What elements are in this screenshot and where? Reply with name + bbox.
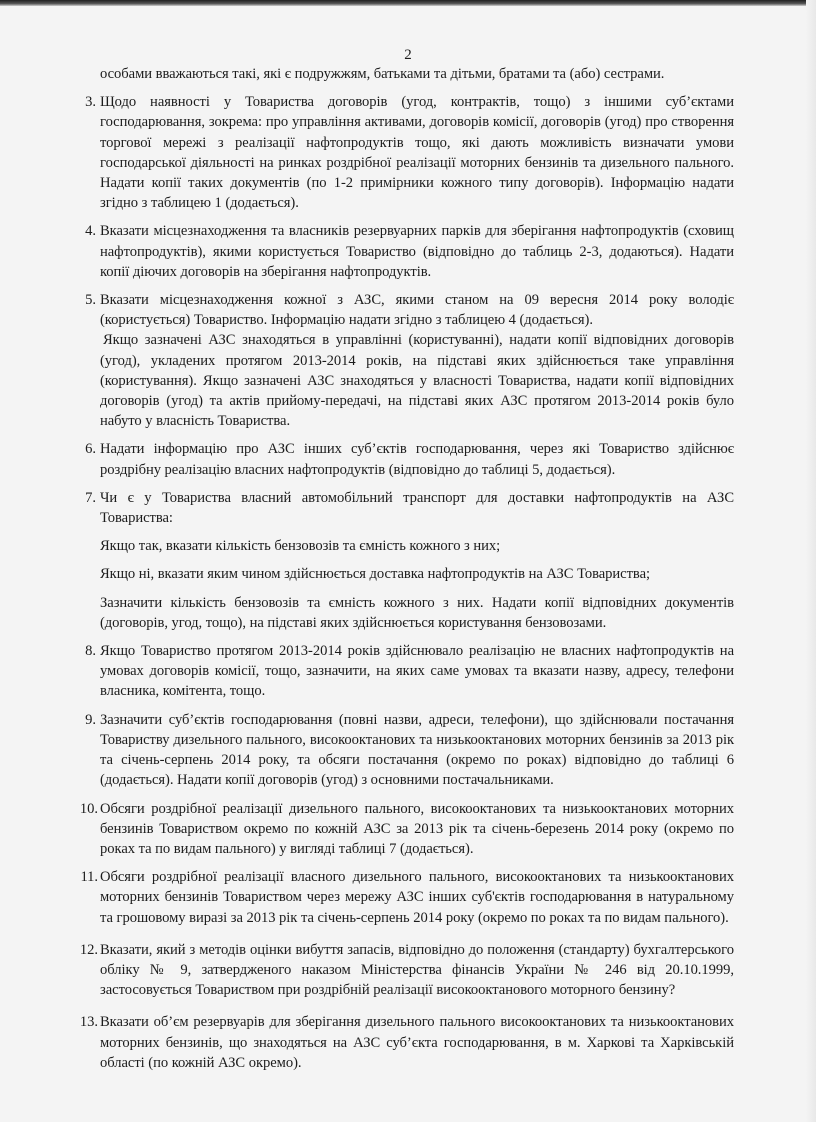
item-number: 7.: [85, 489, 96, 506]
lead-paragraph: особами вважаються такі, які є подружжям, батьками та дітьми, братами та (або) сестрами.: [100, 66, 665, 82]
list-item: [50, 710, 734, 791]
item-text: Вказати, який з методів оцінки вибуття запасів, відповідно до положення (стандарту) бухгалтерського обліку № 9, затвердженого наказом Міністерства фінансів України № 246 від 20.10.1999, застосовується Товариством при роздрібній реалізації високооктанового моторного бензину?: [100, 941, 734, 999]
item-number: 5.: [85, 292, 96, 309]
item-number: 12.: [79, 941, 98, 958]
item-text: Вказати об’єм резервуарів для зберігання дизельного пального високооктанових та низькооктанових моторних бензинів, що знаходяться на АЗС суб’єкта господарювання, в м. Харкові та Харківській області (по кожній АЗС окремо).: [100, 1014, 734, 1071]
item-text: Зазначити суб’єктів господарювання (повні назви, адреси, телефони), що здійснювали постачання Товариству дизельного пального, високооктанових та низькооктанових моторних бензинів за 2013 рік та січень-серпень 2014 року, та обсяги постачання (окремо по роках) відповідно до таблиці 6 (додається). Надати копії договорів (угод) з основними постачальниками.: [100, 711, 734, 789]
list-item: [50, 488, 734, 633]
list-item: [50, 290, 734, 431]
item-text: Надати інформацію про АЗС інших суб’єктів господарювання, через які Товариство здійснює роздрібну реалізацію власних нафтопродуктів (відповідно до таблиці 5, додається).: [100, 441, 734, 478]
item-text: Вказати місцезнаходження та власників резервуарних парків для зберігання нафтопродуктів (сховищ нафтопродуктів), якими користується Товариство (відповідно до таблиць 2-3, додаються). Надати копії діючих договорів на зберігання нафтопродуктів.: [100, 223, 734, 280]
list-item: [50, 641, 734, 702]
item-number: 6.: [85, 441, 96, 458]
item-number: 4.: [85, 223, 96, 240]
item-number: 3.: [85, 94, 96, 111]
item-subparagraph: Якщо так, вказати кількість бензовозів та ємність кожного з них;: [100, 538, 501, 555]
item-subparagraph: Якщо зазначені АЗС знаходяться в управлінні (користуванні), надати копії відповідних договорів (угод), укладених протягом 2013-2014 років, на підставі яких здійснюється таке управління (користування). Якщо зазначені АЗС знаходяться у власності Товариства, надати копії відповідних договорів (угод) та актів прийому-передачі, на підставі яких АЗС протягом 2013-2014 років було набуто у власність Товариства.: [100, 332, 734, 430]
list-item: [50, 221, 734, 282]
list-item: [50, 799, 734, 860]
list-item: [50, 867, 734, 928]
item-number: 10.: [79, 800, 98, 817]
item-text: Обсяги роздрібної реалізації власного дизельного пального, високооктанових та низькооктанових моторних бензинів Товариством через мережу АЗС інших суб'єктів господарювання в натуральному та грошовому виразі за 2013 рік та січень-серпень 2014 року (окремо по роках та по видам пального).: [100, 869, 734, 926]
item-number: 11.: [80, 869, 98, 886]
item-number: 13.: [79, 1014, 98, 1031]
item-subparagraph: Якщо ні, вказати яким чином здійснюється доставка нафтопродуктів на АЗС Товариства;: [100, 566, 650, 583]
numbered-list: [50, 92, 734, 1073]
item-text: Якщо Товариство протягом 2013-2014 років здійснювало реалізацію не власних нафтопродуктів на умовах договорів комісії, тощо, зазначити, на яких саме умовах та вказати назву, адресу, телефони власника, комітента, тощо.: [100, 643, 734, 700]
list-item: [50, 940, 734, 1001]
item-text: Вказати місцезнаходження кожної з АЗС, якими станом на 09 вересня 2014 року володіє (користується) Товариство. Інформацію надати згідно з таблицею 4 (додається).: [100, 292, 734, 329]
page-number: 2: [404, 47, 412, 63]
item-text: Чи є у Товариства власний автомобільний транспорт для доставки нафтопродуктів на АЗС Товариства:: [100, 489, 734, 527]
item-text: Обсяги роздрібної реалізації дизельного пального, високооктанових та низькооктанових моторних бензинів Товариством окремо по кожній АЗС за 2013 рік та січень-березень 2014 року (окремо по роках та по видам пального) у вигляді таблиці 7 (додається).: [100, 800, 734, 857]
item-number: 8.: [85, 643, 96, 660]
item-subparagraph: Зазначити кількість бензовозів та ємність кожного з них. Надати копії відповідних документів (договорів, угод, тощо), на підставі яких здійснюється користування бензовозами.: [100, 594, 734, 631]
list-item: [50, 439, 734, 479]
document-body: [50, 64, 734, 1073]
list-item: [50, 1012, 734, 1073]
item-text: Щодо наявності у Товариства договорів (угод, контрактів, тощо) з іншими суб’єктами господарювання, зокрема: про управління активами, договорів комісії, договорів (угод) про створення торгової мережі з реалізації нафтопродуктів тощо, які дають можливість визначати умови господарської діяльності на ринках роздрібної реалізації моторних бензинів та дизельного пального. Надати копії таких документів (по 1-2 примірники кожного типу договорів). Інформацію надати згідно з таблицею 1 (додається).: [100, 94, 734, 212]
item-number: 9.: [85, 711, 96, 728]
list-item: [50, 92, 734, 213]
